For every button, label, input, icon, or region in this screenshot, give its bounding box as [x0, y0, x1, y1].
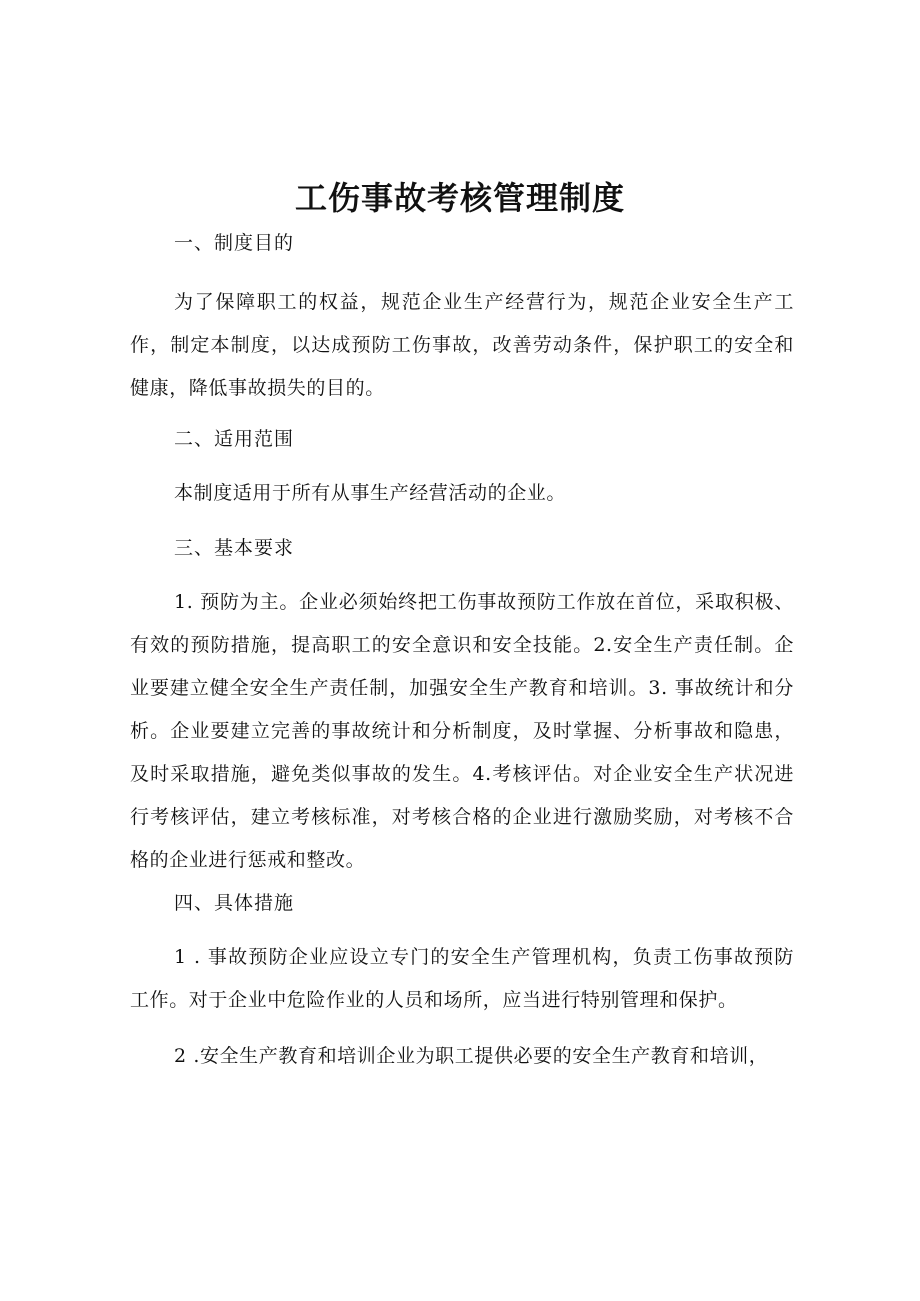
section-heading-measures: 四、具体措施 [174, 892, 295, 914]
paragraph-requirements: 1. 预防为主。企业必须始终把工伤事故预防工作放在首位，采取积极、有效的预防措施，提高职工的安全意识和安全技能。2.安全生产责任制。企业要建立健全安全生产责任制，加强安全生产教育和培训。3. 事故统计和分析。企业要建立完善的事故统计和分析制度，及时掌握、分析事故和隐患，及时采取措施，避免类似事故的发生。4.考核评估。对企业安全生产状况进行考核评估，建立考核标准，对考核合格的企业进行激励奖励，对考核不合格的企业进行惩戒和整改。 [130, 591, 794, 871]
paragraph-purpose: 为了保障职工的权益，规范企业生产经营行为，规范企业安全生产工作，制定本制度，以达成预防工伤事故，改善劳动条件，保护职工的安全和健康，降低事故损失的目的。 [130, 291, 794, 399]
paragraph-measures-2: 2 .安全生产教育和培训企业为职工提供必要的安全生产教育和培训， [174, 1045, 769, 1067]
section-heading-scope: 二、适用范围 [174, 428, 295, 450]
paragraph-measures-1: 1 . 事故预防企业应设立专门的安全生产管理机构，负责工伤事故预防工作。对于企业中危险作业的人员和场所，应当进行特别管理和保护。 [130, 946, 794, 1011]
section-heading-requirements: 三、基本要求 [174, 537, 295, 559]
section-heading-purpose: 一、制度目的 [174, 232, 295, 254]
document-title: 工伤事故考核管理制度 [294, 179, 625, 217]
paragraph-scope: 本制度适用于所有从事生产经营活动的企业。 [174, 482, 567, 504]
